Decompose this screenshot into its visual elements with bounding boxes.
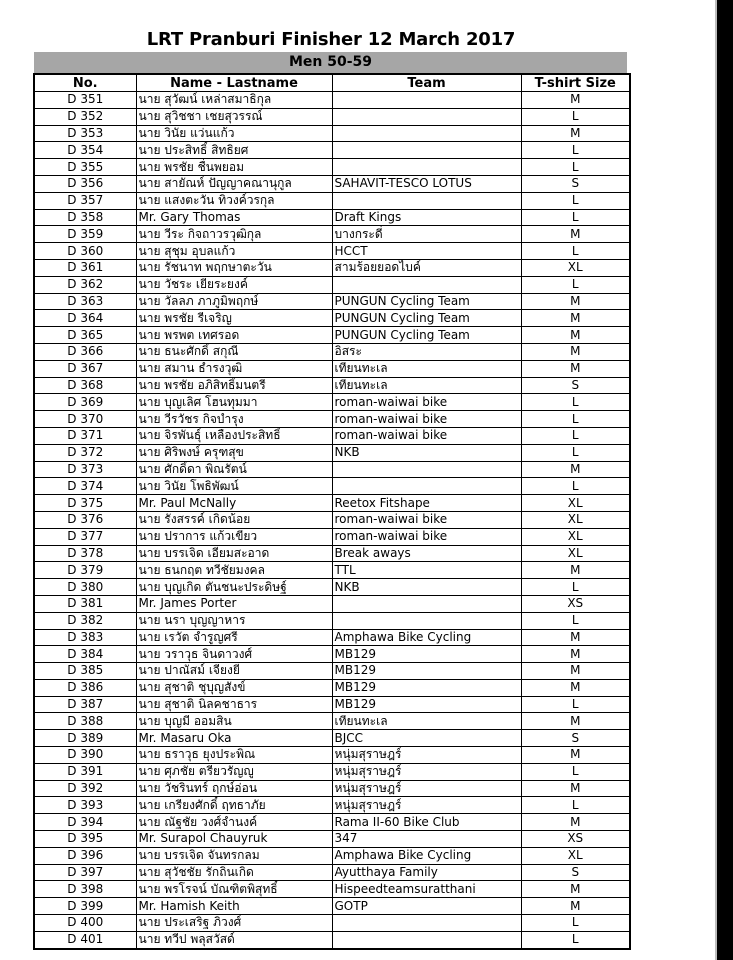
table-row — [34, 663, 630, 680]
participant-name: นาย พรชัย อภิสิทธิ์มนตรี — [136, 377, 332, 394]
row-number: D 363 — [34, 293, 136, 310]
participant-name: นาย วัลลภ ภาภูมิพฤกษ์ — [136, 293, 332, 310]
tshirt-size: M — [521, 646, 630, 663]
table-row — [34, 646, 630, 663]
row-number: D 373 — [34, 461, 136, 478]
row-number: D 365 — [34, 327, 136, 344]
row-number: D 354 — [34, 142, 136, 159]
team-name: TTL — [332, 562, 521, 579]
team-name: หนุ่มสุราษฎร์ — [332, 797, 521, 814]
participant-name: นาย บรรเจิด จันทรกลม — [136, 847, 332, 864]
table-row — [34, 226, 630, 243]
row-number: D 388 — [34, 713, 136, 730]
team-name — [332, 192, 521, 209]
table-row — [34, 360, 630, 377]
participant-name: นาย บุญเลิศ โฮนทุมมา — [136, 394, 332, 411]
table-row — [34, 411, 630, 428]
participant-name: นาย วัชรินทร์ ฤกษ์อ่อน — [136, 780, 332, 797]
tshirt-size: L — [521, 394, 630, 411]
table-row — [34, 881, 630, 898]
tshirt-size: L — [521, 763, 630, 780]
row-number: D 391 — [34, 763, 136, 780]
participant-name: นาย ณัฐชัย วงศ์จำนงค์ — [136, 814, 332, 831]
participant-name: นาย รังสรรค์ เกิดน้อย — [136, 511, 332, 528]
table-row — [34, 747, 630, 764]
tshirt-size: XS — [521, 831, 630, 848]
row-number: D 353 — [34, 125, 136, 142]
column-header-team: Team — [332, 74, 521, 92]
table-header-row — [34, 74, 630, 92]
tshirt-size: L — [521, 696, 630, 713]
table-row — [34, 864, 630, 881]
participant-name: นาย ธราวุธ ยุงประพิณ — [136, 747, 332, 764]
team-name: อิสระ — [332, 343, 521, 360]
row-number: D 392 — [34, 780, 136, 797]
participant-name: นาย สุชุม อุบลแก้ว — [136, 243, 332, 260]
table-row — [34, 629, 630, 646]
table-row — [34, 293, 630, 310]
table-row — [34, 327, 630, 344]
participant-name: Mr. Paul McNally — [136, 495, 332, 512]
table-row — [34, 276, 630, 293]
table-row — [34, 343, 630, 360]
team-name: Hispeedteamsuratthani — [332, 881, 521, 898]
column-header-no: No. — [34, 74, 136, 92]
participant-name: นาย บรรเจิด เอี่ยมสะอาด — [136, 545, 332, 562]
tshirt-size: L — [521, 209, 630, 226]
table-row — [34, 259, 630, 276]
team-name: SAHAVIT-TESCO LOTUS — [332, 175, 521, 192]
row-number: D 386 — [34, 679, 136, 696]
row-number: D 352 — [34, 108, 136, 125]
row-number: D 355 — [34, 159, 136, 176]
table-row — [34, 427, 630, 444]
tshirt-size: M — [521, 814, 630, 831]
participant-name: นาย พรชัย รีเจริญ — [136, 310, 332, 327]
participant-name: นาย วีรวัชร กิจบำรุง — [136, 411, 332, 428]
tshirt-size: L — [521, 427, 630, 444]
tshirt-size: S — [521, 377, 630, 394]
finisher-table — [33, 73, 631, 950]
category-banner: Men 50-59 — [34, 52, 627, 73]
row-number: D 360 — [34, 243, 136, 260]
row-number: D 372 — [34, 444, 136, 461]
row-number: D 390 — [34, 747, 136, 764]
tshirt-size: L — [521, 931, 630, 948]
team-name — [332, 159, 521, 176]
document-title: LRT Pranburi Finisher 12 March 2017 — [146, 29, 516, 50]
row-number: D 374 — [34, 478, 136, 495]
participant-name: นาย ธนะศักดิ์ สกุณี — [136, 343, 332, 360]
team-name: BJCC — [332, 730, 521, 747]
tshirt-size: M — [521, 327, 630, 344]
row-number: D 361 — [34, 259, 136, 276]
tshirt-size: M — [521, 293, 630, 310]
tshirt-size: L — [521, 276, 630, 293]
tshirt-size: M — [521, 343, 630, 360]
black-side-bar — [717, 0, 733, 960]
table-row — [34, 461, 630, 478]
tshirt-size: M — [521, 562, 630, 579]
table-row — [34, 495, 630, 512]
table-row — [34, 713, 630, 730]
table-row — [34, 679, 630, 696]
table-row — [34, 915, 630, 932]
row-number: D 394 — [34, 814, 136, 831]
participant-name: นาย ปราการ แก้วเขียว — [136, 528, 332, 545]
row-number: D 381 — [34, 595, 136, 612]
participant-name: นาย วราวุธ จินดาวงศ์ — [136, 646, 332, 663]
team-name: Break aways — [332, 545, 521, 562]
tshirt-size: L — [521, 478, 630, 495]
team-name: เทียนทะเล — [332, 377, 521, 394]
row-number: D 389 — [34, 730, 136, 747]
team-name: PUNGUN Cycling Team — [332, 293, 521, 310]
tshirt-size: M — [521, 461, 630, 478]
team-name: roman-waiwai bike — [332, 427, 521, 444]
row-number: D 368 — [34, 377, 136, 394]
tshirt-size: L — [521, 192, 630, 209]
participant-name: นาย ประเสริฐ ภิวงศ์ — [136, 915, 332, 932]
participant-name: นาย วินัย โพธิพัฒน์ — [136, 478, 332, 495]
team-name: roman-waiwai bike — [332, 511, 521, 528]
team-name: บางกระดี่ — [332, 226, 521, 243]
participant-name: Mr. Gary Thomas — [136, 209, 332, 226]
team-name: NKB — [332, 579, 521, 596]
tshirt-size: L — [521, 108, 630, 125]
row-number: D 356 — [34, 175, 136, 192]
table-row — [34, 209, 630, 226]
participant-name: นาย รัชนาท พฤกษาตะวัน — [136, 259, 332, 276]
team-name: เทียนทะเล — [332, 360, 521, 377]
row-number: D 378 — [34, 545, 136, 562]
team-name — [332, 276, 521, 293]
tshirt-size: M — [521, 679, 630, 696]
participant-name: นาย พรพต เทศรอด — [136, 327, 332, 344]
table-row — [34, 478, 630, 495]
table-row — [34, 142, 630, 159]
participant-name: Mr. Hamish Keith — [136, 898, 332, 915]
table-row — [34, 394, 630, 411]
table-row — [34, 377, 630, 394]
team-name: roman-waiwai bike — [332, 528, 521, 545]
table-row — [34, 511, 630, 528]
row-number: D 377 — [34, 528, 136, 545]
team-name: PUNGUN Cycling Team — [332, 310, 521, 327]
table-row — [34, 579, 630, 596]
team-name: MB129 — [332, 646, 521, 663]
team-name: NKB — [332, 444, 521, 461]
tshirt-size: L — [521, 142, 630, 159]
team-name: สามร้อยยอดไบค์ — [332, 259, 521, 276]
team-name: หนุ่มสุราษฎร์ — [332, 747, 521, 764]
row-number: D 399 — [34, 898, 136, 915]
team-name — [332, 108, 521, 125]
table-row — [34, 562, 630, 579]
row-number: D 362 — [34, 276, 136, 293]
row-number: D 369 — [34, 394, 136, 411]
row-number: D 358 — [34, 209, 136, 226]
tshirt-size: XL — [521, 495, 630, 512]
participant-name: นาย บุญมี ออมสิน — [136, 713, 332, 730]
tshirt-size: M — [521, 713, 630, 730]
team-name: PUNGUN Cycling Team — [332, 327, 521, 344]
row-number: D 379 — [34, 562, 136, 579]
participant-name: นาย พรโรจน์ บัณฑิตพิสุทธิ์ — [136, 881, 332, 898]
tshirt-size: S — [521, 730, 630, 747]
tshirt-size: M — [521, 898, 630, 915]
table-row — [34, 175, 630, 192]
participant-name: นาย เกรียงศักดิ์ ฤทธาภัย — [136, 797, 332, 814]
tshirt-size: M — [521, 881, 630, 898]
team-name: MB129 — [332, 679, 521, 696]
tshirt-size: M — [521, 663, 630, 680]
participant-name: นาย ศิริพงษ์ ครุฑสุข — [136, 444, 332, 461]
table-row — [34, 831, 630, 848]
tshirt-size: XL — [521, 847, 630, 864]
table-row — [34, 898, 630, 915]
tshirt-size: M — [521, 360, 630, 377]
table-row — [34, 595, 630, 612]
row-number: D 400 — [34, 915, 136, 932]
row-number: D 357 — [34, 192, 136, 209]
participant-name: นาย สุวิชชา เชยสุวรรณ์ — [136, 108, 332, 125]
table-row — [34, 696, 630, 713]
row-number: D 364 — [34, 310, 136, 327]
team-name — [332, 142, 521, 159]
row-number: D 366 — [34, 343, 136, 360]
participant-name: นาย สุชาติ ชุบุญสังข์ — [136, 679, 332, 696]
tshirt-size: XL — [521, 511, 630, 528]
tshirt-size: XL — [521, 528, 630, 545]
team-name — [332, 915, 521, 932]
participant-name: นาย ธนกฤต ทวีชัยมงคล — [136, 562, 332, 579]
participant-name: นาย จิรพันธุ์ เหลืองประสิทธิ์ — [136, 427, 332, 444]
table-body — [34, 92, 630, 949]
tshirt-size: M — [521, 747, 630, 764]
tshirt-size: L — [521, 915, 630, 932]
row-number: D 395 — [34, 831, 136, 848]
row-number: D 385 — [34, 663, 136, 680]
tshirt-size: M — [521, 125, 630, 142]
table-row — [34, 730, 630, 747]
participant-name: นาย สมาน ธำรงวุฒิ — [136, 360, 332, 377]
table-row — [34, 545, 630, 562]
row-number: D 371 — [34, 427, 136, 444]
row-number: D 376 — [34, 511, 136, 528]
row-number: D 397 — [34, 864, 136, 881]
table-row — [34, 780, 630, 797]
row-number: D 380 — [34, 579, 136, 596]
team-name: GOTP — [332, 898, 521, 915]
row-number: D 396 — [34, 847, 136, 864]
tshirt-size: S — [521, 864, 630, 881]
participant-name: นาย วีระ กิจถาวรวุฒิกุล — [136, 226, 332, 243]
table-row — [34, 125, 630, 142]
team-name: roman-waiwai bike — [332, 394, 521, 411]
row-number: D 384 — [34, 646, 136, 663]
participant-name: นาย พรชัย ชื่นพยอม — [136, 159, 332, 176]
participant-name: นาย สายัณห์ ปัญญาคณานุกูล — [136, 175, 332, 192]
team-name — [332, 125, 521, 142]
participant-name: Mr. Masaru Oka — [136, 730, 332, 747]
team-name — [332, 478, 521, 495]
team-name: HCCT — [332, 243, 521, 260]
row-number: D 382 — [34, 612, 136, 629]
participant-name: นาย ศักดิ์ดา พิณรัตน์ — [136, 461, 332, 478]
column-header-size: T-shirt Size — [521, 74, 630, 92]
tshirt-size: M — [521, 92, 630, 109]
row-number: D 383 — [34, 629, 136, 646]
tshirt-size: L — [521, 411, 630, 428]
team-name: Ayutthaya Family — [332, 864, 521, 881]
tshirt-size: L — [521, 797, 630, 814]
participant-name: นาย วัชระ เยียระยงค์ — [136, 276, 332, 293]
participant-name: นาย แสงตะวัน ทิวงค์วรกุล — [136, 192, 332, 209]
table-row — [34, 159, 630, 176]
participant-name: นาย สุชาติ นิลคชาธาร — [136, 696, 332, 713]
table-row — [34, 931, 630, 948]
row-number: D 393 — [34, 797, 136, 814]
team-name: MB129 — [332, 696, 521, 713]
table-row — [34, 108, 630, 125]
row-number: D 351 — [34, 92, 136, 109]
participant-name: นาย สุวัชชัย รักถิ่นเกิด — [136, 864, 332, 881]
team-name: Amphawa Bike Cycling — [332, 629, 521, 646]
tshirt-size: L — [521, 579, 630, 596]
row-number: D 398 — [34, 881, 136, 898]
team-name — [332, 92, 521, 109]
team-name: MB129 — [332, 663, 521, 680]
participant-name: นาย ศุภชัย ตรียวรัญญู — [136, 763, 332, 780]
tshirt-size: M — [521, 780, 630, 797]
participant-name: นาย ปาณัสม์ เจียงยี่ — [136, 663, 332, 680]
row-number: D 401 — [34, 931, 136, 948]
tshirt-size: L — [521, 444, 630, 461]
team-name: หนุ่มสุราษฎร์ — [332, 780, 521, 797]
row-number: D 387 — [34, 696, 136, 713]
table-row — [34, 528, 630, 545]
table-row — [34, 847, 630, 864]
team-name: Rama II-60 Bike Club — [332, 814, 521, 831]
row-number: D 359 — [34, 226, 136, 243]
tshirt-size: M — [521, 629, 630, 646]
team-name: roman-waiwai bike — [332, 411, 521, 428]
column-header-name: Name - Lastname — [136, 74, 332, 92]
table-row — [34, 763, 630, 780]
participant-name: นาย นรา บุญญาหาร — [136, 612, 332, 629]
row-number: D 375 — [34, 495, 136, 512]
participant-name: Mr. Surapol Chauyruk — [136, 831, 332, 848]
tshirt-size: XL — [521, 545, 630, 562]
participant-name: นาย บุญเกิด ตันชนะประดิษฐ์ — [136, 579, 332, 596]
participant-name: นาย ทวีป พลุสวัสด์ — [136, 931, 332, 948]
team-name: Amphawa Bike Cycling — [332, 847, 521, 864]
team-name — [332, 612, 521, 629]
team-name: Draft Kings — [332, 209, 521, 226]
table-row — [34, 192, 630, 209]
tshirt-size: M — [521, 226, 630, 243]
tshirt-size: XL — [521, 259, 630, 276]
table-row — [34, 797, 630, 814]
tshirt-size: S — [521, 175, 630, 192]
participant-name: นาย สุวัฒน์ เหล่าสมาธิกุล — [136, 92, 332, 109]
tshirt-size: XS — [521, 595, 630, 612]
participant-name: นาย วินัย แว่นแก้ว — [136, 125, 332, 142]
table-row — [34, 310, 630, 327]
participant-name: นาย ประสิทธิ์ สิทธิยศ — [136, 142, 332, 159]
team-name: Reetox Fitshape — [332, 495, 521, 512]
row-number: D 367 — [34, 360, 136, 377]
table-row — [34, 243, 630, 260]
table-row — [34, 612, 630, 629]
row-number: D 370 — [34, 411, 136, 428]
team-name: เทียนทะเล — [332, 713, 521, 730]
team-name — [332, 931, 521, 948]
tshirt-size: L — [521, 612, 630, 629]
team-name — [332, 595, 521, 612]
tshirt-size: M — [521, 310, 630, 327]
team-name — [332, 461, 521, 478]
table-row — [34, 814, 630, 831]
team-name: หนุ่มสุราษฎร์ — [332, 763, 521, 780]
tshirt-size: L — [521, 243, 630, 260]
team-name: 347 — [332, 831, 521, 848]
tshirt-size: L — [521, 159, 630, 176]
table-row — [34, 444, 630, 461]
participant-name: Mr. James Porter — [136, 595, 332, 612]
participant-name: นาย เรวัต จำรูญศรี — [136, 629, 332, 646]
table-row — [34, 92, 630, 109]
